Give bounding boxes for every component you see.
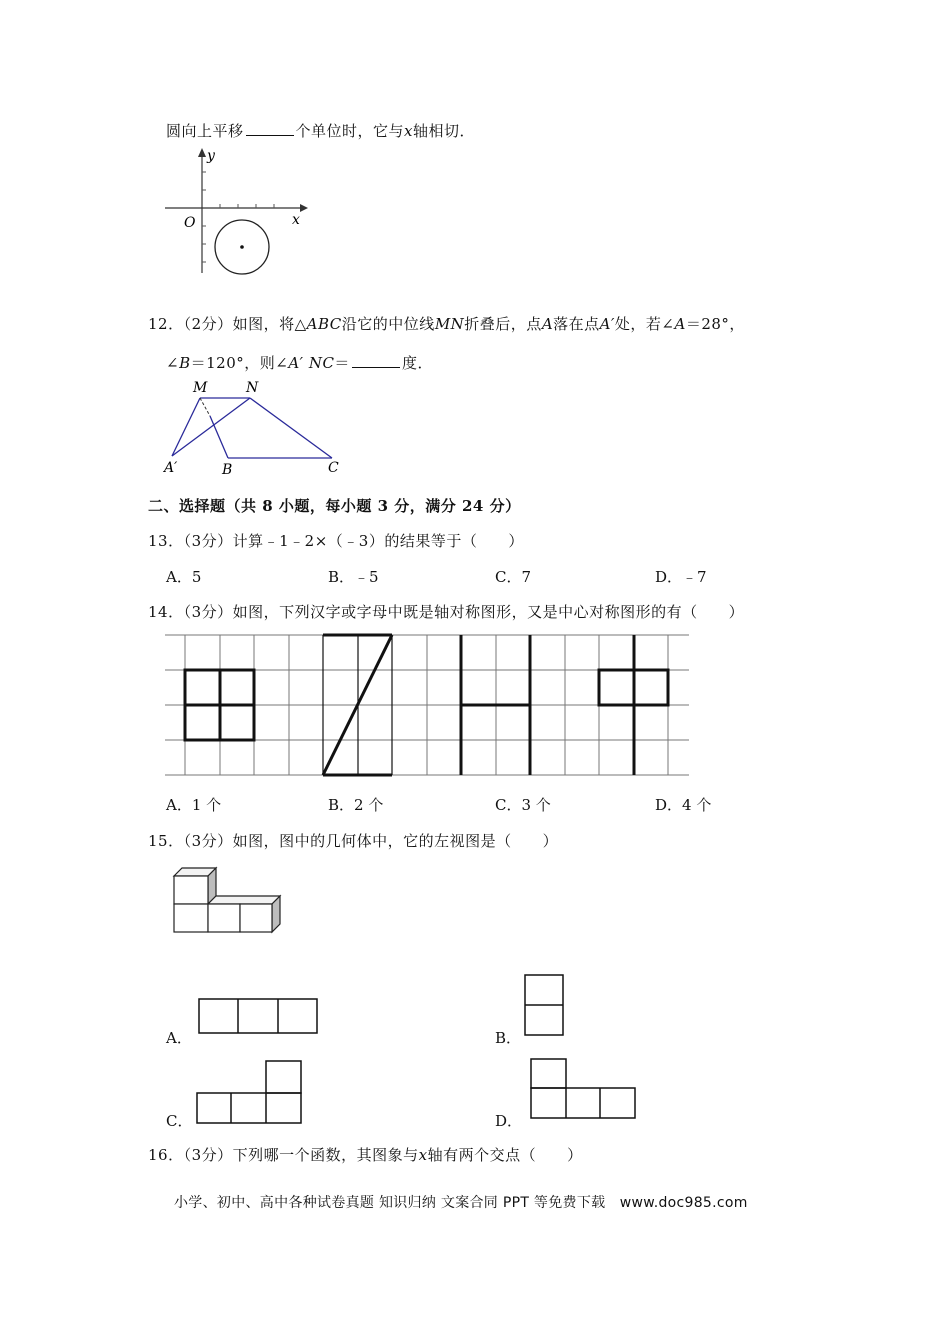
q12-a: A (541, 315, 554, 333)
q15-option-d[interactable]: D． (495, 1112, 523, 1130)
q12-text-h: ＝120°，则∠ (190, 354, 289, 372)
q12-text-e: 处，若∠ (614, 315, 675, 333)
q12-anc: A′ NC (288, 354, 335, 372)
section2-title: 二、选择题（共 8 小题，每小题 3 分，满分 24 分） (148, 497, 521, 515)
q12-n-label: N (246, 380, 259, 396)
q11-figure (160, 145, 310, 280)
q13-option-c[interactable]: C．7 (495, 568, 532, 586)
q12-aprime-label: A′ (164, 460, 178, 476)
q12-text-d: 落在点 (553, 315, 600, 333)
q12-a-2: A (674, 315, 686, 333)
q12-b: B (179, 354, 191, 372)
q14-option-a[interactable]: A．1 个 (166, 796, 222, 814)
q14-option-c[interactable]: C．3 个 (495, 796, 551, 814)
q15-solid-figure (170, 866, 290, 936)
q15-option-b-figure (524, 974, 566, 1038)
q16-text-b: 轴有两个交点（ ） (427, 1146, 583, 1164)
q15-option-c-figure (196, 1060, 304, 1126)
q12-text-i: ＝ (334, 354, 350, 372)
q11-answer-blank (246, 121, 294, 136)
q12-m-label: M (193, 380, 208, 396)
q11-text-b: 个单位时，它与 (295, 122, 405, 140)
q12-text-a: 12．（2分）如图，将△ (148, 315, 307, 333)
q12-text-g: ∠ (166, 354, 180, 372)
q15-option-a-figure (198, 998, 320, 1036)
q11-origin-label: O (184, 215, 196, 231)
q11-text-c: 轴相切． (413, 122, 476, 140)
q11-line (166, 120, 475, 141)
q13-option-d[interactable]: D．﹣7 (655, 568, 707, 586)
q12-b-label: B (222, 462, 233, 478)
q12-answer-blank (352, 353, 400, 368)
q12-text-f: ＝28°， (685, 315, 745, 333)
q16-text-a: 16．（3分）下列哪一个函数，其图象与 (148, 1146, 419, 1164)
q11-x-label: x (292, 212, 300, 228)
q11-y-label: y (207, 148, 215, 164)
q14-grid-figure (165, 633, 695, 778)
q14-option-d[interactable]: D．4 个 (655, 796, 712, 814)
q12-c-label: C (328, 460, 339, 476)
q12-text-c: 折叠后，点 (464, 315, 542, 333)
q15-option-d-figure (530, 1058, 638, 1120)
q12-abc: ABC (306, 315, 342, 333)
q16-var-x: x (418, 1146, 428, 1164)
q15-option-c[interactable]: C． (166, 1112, 193, 1130)
q15-option-a[interactable]: A． (166, 1029, 192, 1047)
q12-line2 (166, 352, 433, 373)
q16-question (148, 1144, 583, 1165)
q12-line1 (148, 313, 745, 334)
q14-question: 14．（3分）如图，下列汉字或字母中既是轴对称图形，又是中心对称图形的有（ ） (148, 603, 745, 621)
page-footer: 小学、初中、高中各种试卷真题 知识归纳 文案合同 PPT 等免费下载 www.doc985.com (174, 1195, 748, 1211)
q15-option-b[interactable]: B． (495, 1029, 522, 1047)
q12-mn: MN (434, 315, 465, 333)
q11-var-x: x (404, 122, 413, 140)
q12-figure (160, 378, 360, 478)
q13-option-b[interactable]: B．﹣5 (328, 568, 379, 586)
q12-a-prime: A′ (599, 315, 615, 333)
q11-text-a: 圆向上平移 (166, 122, 244, 140)
q12-text-b: 沿它的中位线 (341, 315, 435, 333)
q13-option-a[interactable]: A．5 (166, 568, 202, 586)
q13-question: 13．（3分）计算﹣1﹣2×（﹣3）的结果等于（ ） (148, 532, 524, 550)
q15-question: 15．（3分）如图，图中的几何体中，它的左视图是（ ） (148, 832, 559, 850)
q14-option-b[interactable]: B．2 个 (328, 796, 384, 814)
q12-text-j: 度． (401, 354, 433, 372)
